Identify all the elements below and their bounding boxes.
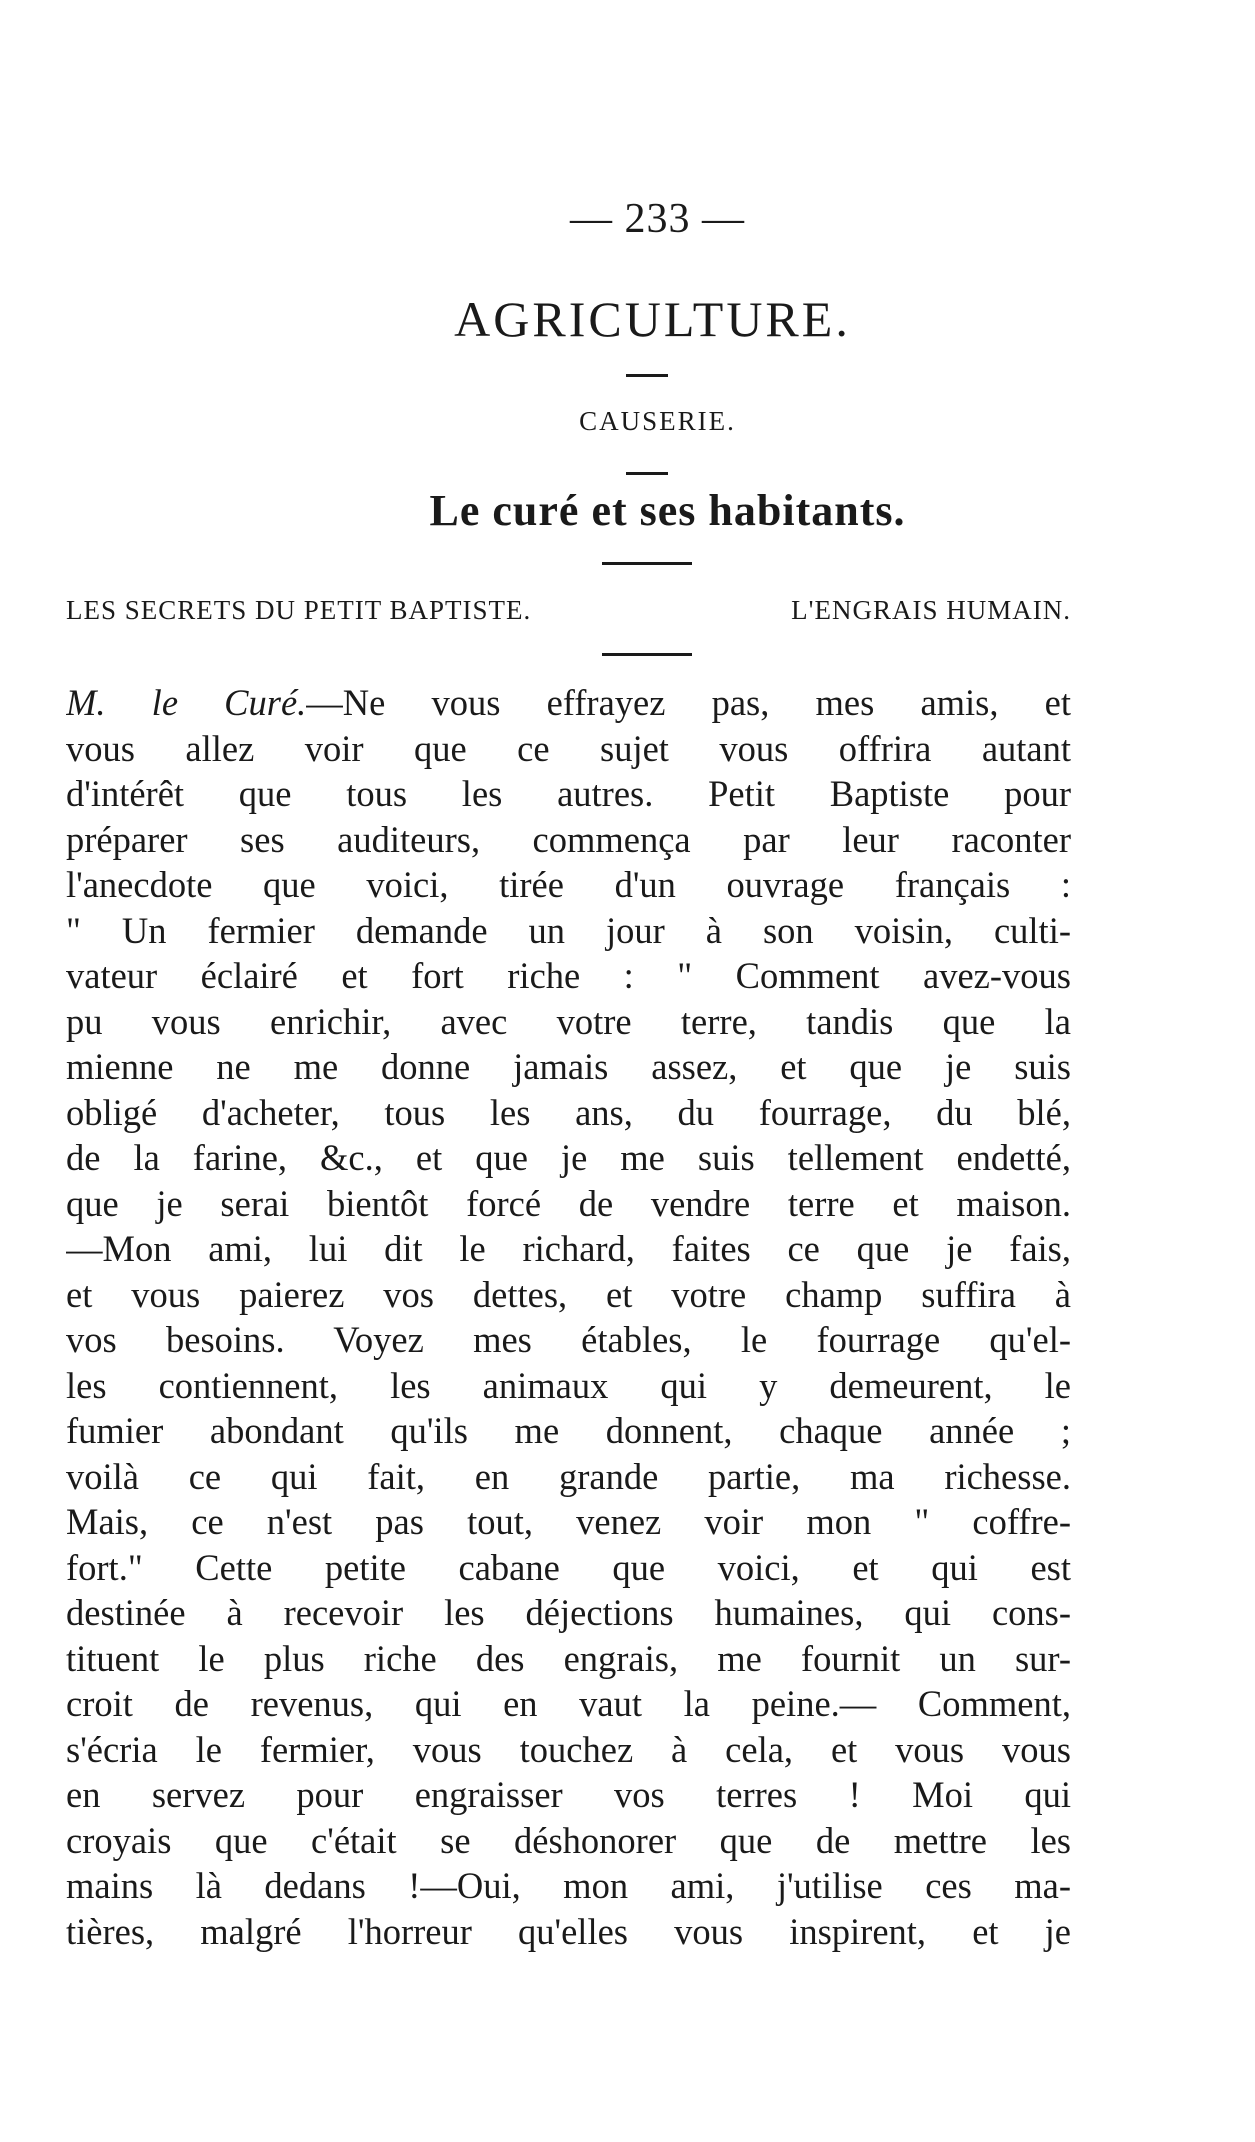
body-line: croit de revenus, qui en vaut la peine.— Comment, [66,1683,1071,1724]
divider-rule [602,653,692,656]
summary-left: LES SECRETS DU PETIT BAPTISTE. [66,595,532,625]
body-line: s'écria le fermier, vous touchez à cela, et vous vous [66,1728,1071,1770]
body-line: pu vous enrichir, avec votre terre, tandis que la [66,1000,1071,1042]
body-line: d'intérêt que tous les autres. Petit Baptiste pour [66,773,1071,814]
divider-rule [626,472,668,475]
body-line: de la farine, &c., et que je me suis tellement endetté, [66,1137,1071,1178]
section-title: AGRICULTURE. [454,291,851,347]
article-summary [66,595,1071,626]
body-line: fort." Cette petite cabane que voici, et qui est [66,1546,1071,1588]
divider-rule [602,562,692,565]
body-line: destinée à recevoir les déjections humaines, qui cons- [66,1592,1071,1633]
page-number: — 233 — [570,196,745,242]
body-line: que je serai bientôt forcé de vendre terre et maison. [66,1182,1071,1224]
body-line: vous allez voir que ce sujet vous offrira autant [66,727,1071,769]
body-line: Mais, ce n'est pas tout, venez voir mon " coffre- [66,1501,1071,1542]
body-line: croyais que c'était se déshonorer que de mettre les [66,1819,1071,1861]
body-line: en servez pour engraisser vos terres ! Moi qui [66,1774,1071,1815]
body-line: mains là dedans !—Oui, mon ami, j'utilise ces ma- [66,1865,1071,1906]
body-line [66,680,1071,726]
body-line: tituent le plus riche des engrais, me fournit un sur- [66,1637,1071,1679]
body-line: vos besoins. Voyez mes étables, le fourrage qu'el- [66,1319,1071,1360]
body-line: les contiennent, les animaux qui y demeurent, le [66,1364,1071,1406]
article-title: Le curé et ses habitants. [429,486,906,535]
body-line: mienne ne me donne jamais assez, et que je suis [66,1046,1071,1087]
body-line: obligé d'acheter, tous les ans, du fourrage, du blé, [66,1091,1071,1133]
body-line-text: —Ne vous effrayez pas, mes amis, et [306,682,1071,723]
speaker-name: M. le Curé. [66,682,307,723]
body-line: —Mon ami, lui dit le richard, faites ce que je fais, [66,1228,1071,1269]
body-line: fumier abondant qu'ils me donnent, chaque année ; [66,1410,1071,1451]
subsection-heading: CAUSERIE. [579,406,736,436]
body-line: préparer ses auditeurs, commença par leur raconter [66,818,1071,860]
body-text [66,680,1071,1954]
body-line: voilà ce qui fait, en grande partie, ma richesse. [66,1455,1071,1497]
body-line: vateur éclairé et fort riche : " Comment avez-vous [66,955,1071,996]
body-lines [66,726,1071,1955]
body-line: l'anecdote que voici, tirée d'un ouvrage français : [66,864,1071,905]
divider-rule [626,374,668,377]
body-line: tières, malgré l'horreur qu'elles vous inspirent, et je [66,1910,1071,1952]
body-line: " Un fermier demande un jour à son voisin, culti- [66,909,1071,951]
body-line: et vous paierez vos dettes, et votre champ suffira à [66,1273,1071,1315]
summary-right: L'ENGRAIS HUMAIN. [791,595,1071,625]
